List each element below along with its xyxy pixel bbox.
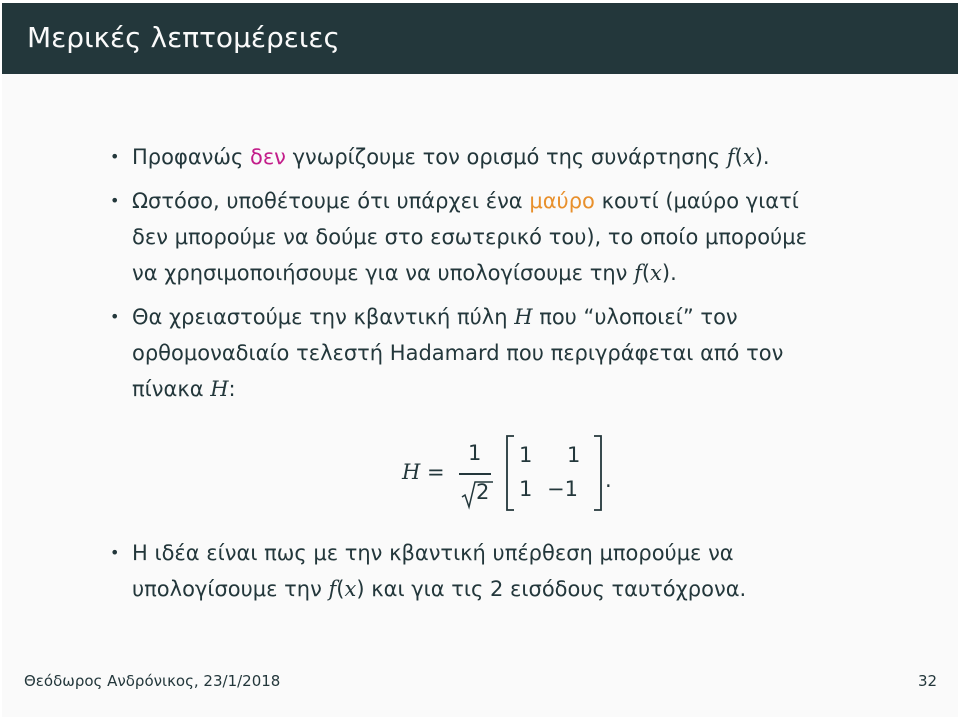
bullet-line <box>132 571 908 607</box>
bullet-line <box>132 371 908 407</box>
bullet-line <box>132 299 908 335</box>
page-number: 32 <box>918 672 938 690</box>
text-span: να χρησιμοποιήσουμε για να υπολογίσουμε την <box>132 261 635 285</box>
text-span: Θα χρειαστούμε την κβαντική πύλη <box>132 305 515 329</box>
paren-close: ) <box>356 577 365 601</box>
text-span: Η ιδέα είναι πως με την κβαντική υπέρθεση μπορούμε να <box>132 541 734 565</box>
paren-open: ( <box>734 145 743 169</box>
math-variable: x <box>344 577 357 601</box>
paren-close: ). <box>754 145 770 169</box>
text-span: γνωρίζουμε τον ορισμό της συνάρτησης <box>285 145 727 169</box>
bullet-marker: • <box>110 147 120 166</box>
text-span: ορθομοναδιαίο τελεστή Hadamard που περιγράφεται από τον <box>132 341 784 365</box>
fraction <box>457 435 493 515</box>
equation-period: . <box>605 468 612 492</box>
text-span: και για τις 2 εισόδους ταυτόχρονα. <box>364 577 747 601</box>
bullet-line <box>132 219 908 255</box>
text-span: Ωστόσο, υποθέτουμε ότι υπάρχει ένα <box>132 189 530 213</box>
math-variable: x <box>742 145 755 169</box>
fraction-numerator: 1 <box>468 441 482 465</box>
bullet-marker: • <box>110 307 120 326</box>
sqrt-radicand: 2 <box>476 480 490 504</box>
text-span: κουτί (μαύρο γιατί <box>594 189 799 213</box>
bullet-item-2 <box>108 183 908 291</box>
math-symbol: H <box>514 305 533 329</box>
text-span: Προφανώς <box>132 145 250 169</box>
left-bracket-icon <box>505 435 515 511</box>
equals-sign: = <box>427 460 445 484</box>
math-function: f <box>328 577 337 601</box>
matrix-cell: −1 <box>547 477 578 501</box>
hadamard-matrix <box>505 435 605 515</box>
paren-open: ( <box>336 577 345 601</box>
bullet-line <box>132 535 908 571</box>
matrix-cell: 1 <box>567 443 581 467</box>
bullet-line <box>132 255 908 291</box>
fraction-denominator <box>461 478 493 510</box>
text-span: που “υλοποιεί” τον <box>532 305 738 329</box>
highlighted-word: δεν <box>249 145 286 169</box>
bullet-item-3 <box>108 299 908 407</box>
text-span: : <box>228 377 236 401</box>
title-bar <box>2 3 958 74</box>
paren-open: ( <box>641 261 651 285</box>
equation-lhs: H <box>402 460 421 484</box>
paren-close: ). <box>661 261 677 285</box>
slide <box>2 3 958 717</box>
text-span: δεν μπορούμε να δούμε στο εσωτερικό του), το οποίο μπορούμε <box>132 225 807 249</box>
matrix-cell: 1 <box>519 443 533 467</box>
bullet-item-1 <box>108 139 908 175</box>
bullet-marker: • <box>110 543 120 562</box>
matrix-cell: 1 <box>519 477 533 501</box>
text-span: υπολογίσουμε την <box>132 577 329 601</box>
bullet-line <box>132 139 908 175</box>
bullet-item-4 <box>108 535 908 607</box>
footer-author-date: Θεόδωρος Ανδρόνικος, 23/1/2018 <box>24 672 281 690</box>
math-function: f <box>634 261 642 285</box>
hadamard-equation <box>402 435 662 515</box>
bullet-line <box>132 335 908 371</box>
math-variable: x <box>650 261 662 285</box>
bullet-list <box>108 139 908 615</box>
fraction-bar <box>459 473 491 475</box>
math-symbol: H <box>210 377 229 401</box>
right-bracket-icon <box>593 435 603 511</box>
bullet-line <box>132 183 908 219</box>
math-function: f <box>726 145 735 169</box>
text-span: πίνακα <box>132 377 211 401</box>
bullet-marker: • <box>110 191 120 210</box>
slide-title: Μερικές λεπτομέρειες <box>27 21 340 54</box>
highlighted-word: μαύρο <box>529 189 595 213</box>
